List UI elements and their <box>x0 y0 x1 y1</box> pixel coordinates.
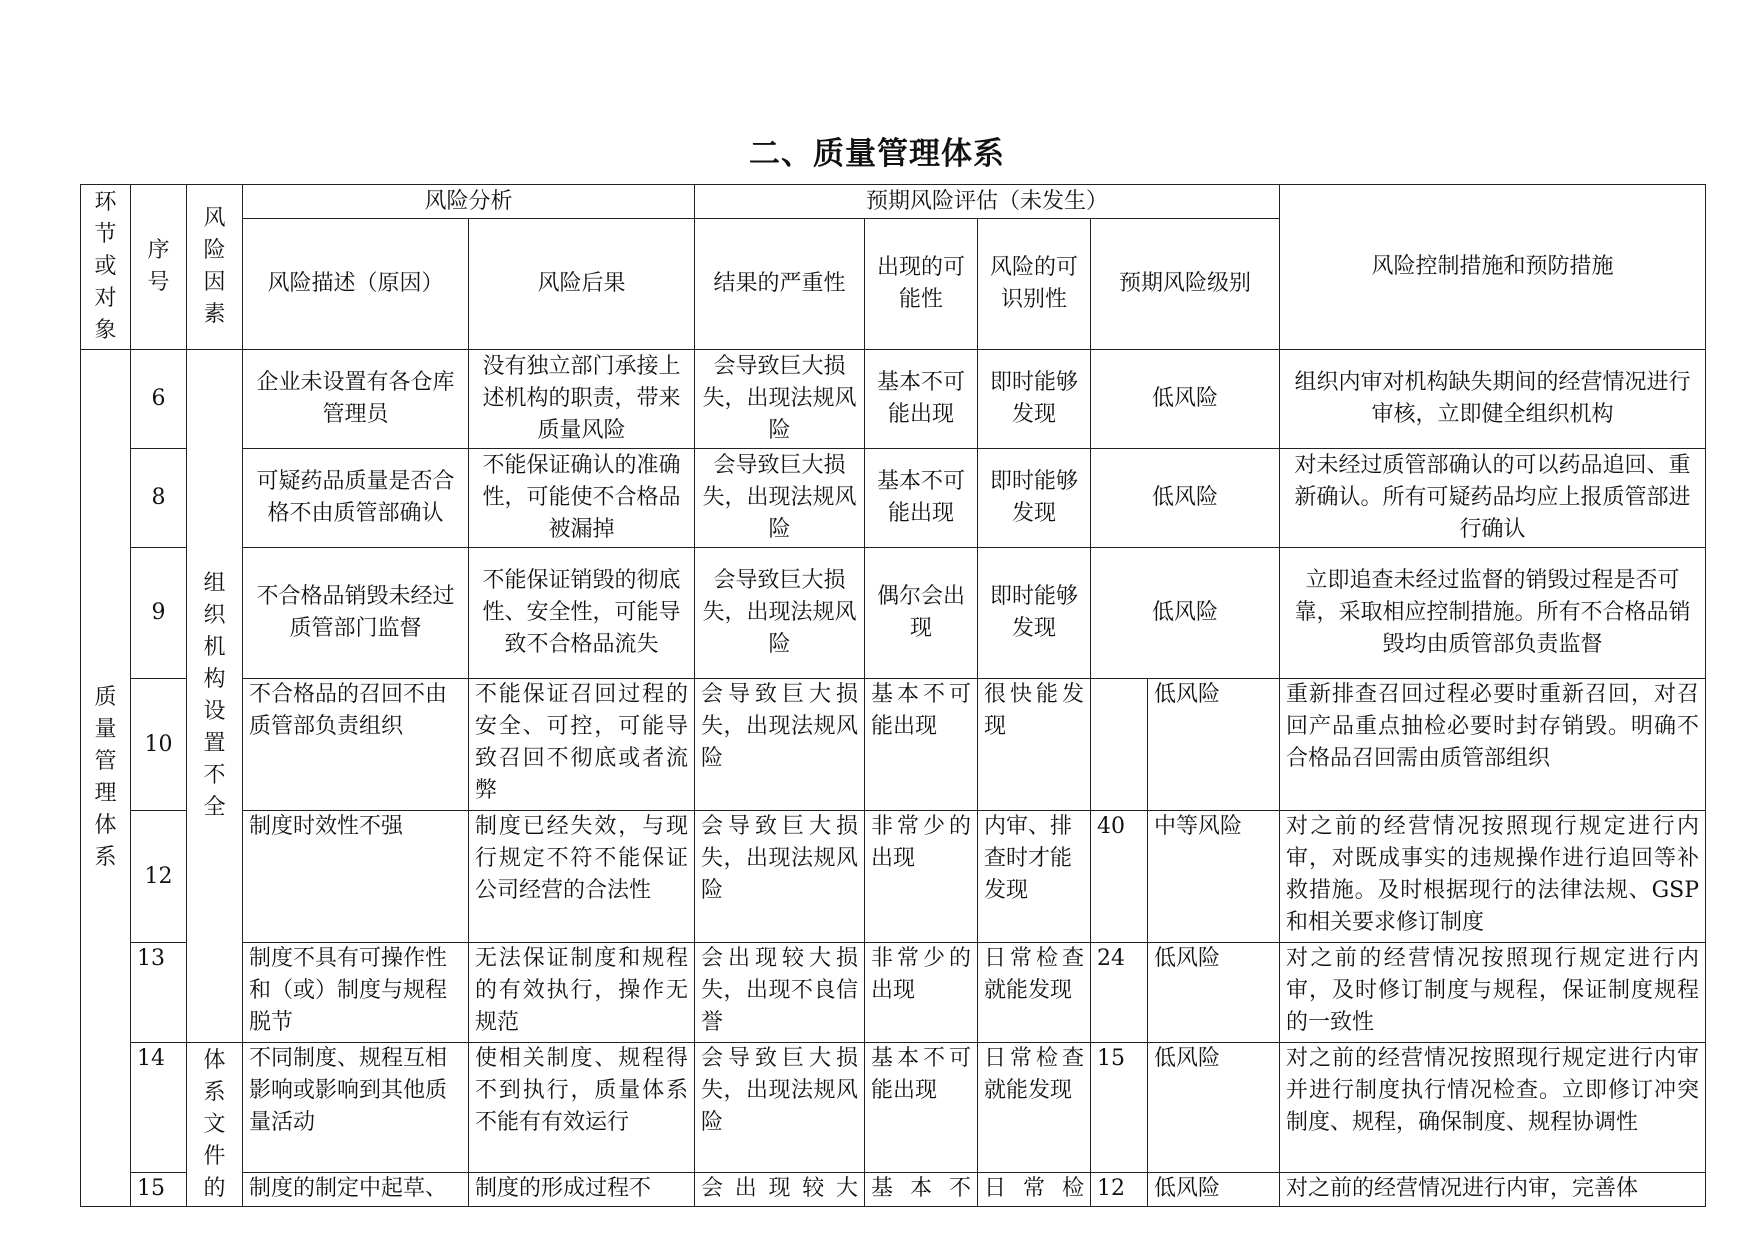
section-label: 质量管理体系 <box>81 350 131 1207</box>
row-consequence: 不能保证销毁的彻底性、安全性，可能导致不合格品流失 <box>469 548 695 679</box>
row-likelihood: 基本不可能出现 <box>865 1043 978 1173</box>
row-desc: 企业未设置有各仓库管理员 <box>243 350 469 449</box>
header-row-1 <box>81 185 1706 219</box>
row-detect: 日常检查就能发现 <box>978 943 1091 1043</box>
table-row <box>81 1043 1706 1173</box>
row-measure: 对之前的经营情况按照现行规定进行内审，对既成事实的违规操作进行追回等补救措施。及时根据现行的法律法规、GSP和相关要求修订制度 <box>1280 811 1706 943</box>
row-no: 8 <box>131 449 187 548</box>
factor-group-documents: 体系文件的 <box>187 1043 243 1207</box>
header-evaluation: 预期风险评估（未发生） <box>695 185 1280 219</box>
table-row <box>81 943 1706 1043</box>
row-level: 低风险 <box>1148 679 1280 811</box>
row-level: 低风险 <box>1148 1173 1280 1207</box>
row-level: 低风险 <box>1148 1043 1280 1173</box>
header-likelihood: 出现的可能性 <box>865 219 978 350</box>
row-likelihood: 基本不 <box>865 1173 978 1207</box>
header-analysis: 风险分析 <box>243 185 695 219</box>
row-detect: 很快能发现 <box>978 679 1091 811</box>
row-severity: 会导致巨大损失，出现法规风险 <box>695 679 865 811</box>
row-consequence: 无法保证制度和规程的有效执行，操作无规范 <box>469 943 695 1043</box>
row-level: 低风险 <box>1148 943 1280 1043</box>
header-factor: 风险因素 <box>187 185 243 350</box>
row-consequence: 使相关制度、规程得不到执行，质量体系不能有有效运行 <box>469 1043 695 1173</box>
row-desc: 制度不具有可操作性和（或）制度与规程脱节 <box>243 943 469 1043</box>
row-score: 12 <box>1091 1173 1148 1207</box>
page-title: 二、质量管理体系 <box>749 136 1005 172</box>
row-detect: 即时能够发现 <box>978 548 1091 679</box>
risk-table <box>80 184 1706 1207</box>
row-no: 9 <box>131 548 187 679</box>
row-measure: 立即追查未经过监督的销毁过程是否可靠，采取相应控制措施。所有不合格品销毁均由质管部负责监督 <box>1280 548 1706 679</box>
table-row <box>81 679 1706 811</box>
row-severity: 会导致巨大损失，出现法规风险 <box>695 811 865 943</box>
row-consequence: 制度已经失效，与现行规定不符不能保证公司经营的合法性 <box>469 811 695 943</box>
table-row <box>81 811 1706 943</box>
factor-group-organization: 组织机构设置不全 <box>187 350 243 1043</box>
row-detect: 日常检 <box>978 1173 1091 1207</box>
row-no: 15 <box>131 1173 187 1207</box>
row-no: 12 <box>131 811 187 943</box>
row-severity: 会出现较大 <box>695 1173 865 1207</box>
row-measure: 组织内审对机构缺失期间的经营情况进行审核，立即健全组织机构 <box>1280 350 1706 449</box>
table-row <box>81 1173 1706 1207</box>
row-consequence: 不能保证召回过程的安全、可控，可能导致召回不彻底或者流弊 <box>469 679 695 811</box>
row-consequence: 制度的形成过程不 <box>469 1173 695 1207</box>
row-likelihood: 偶尔会出现 <box>865 548 978 679</box>
row-measure: 对未经过质管部确认的可以药品追回、重新确认。所有可疑药品均应上报质管部进行确认 <box>1280 449 1706 548</box>
row-score: 24 <box>1091 943 1148 1043</box>
table-row <box>81 449 1706 548</box>
table-row <box>81 350 1706 449</box>
row-score <box>1091 679 1148 811</box>
row-measure: 对之前的经营情况进行内审，完善体 <box>1280 1173 1706 1207</box>
row-consequence: 没有独立部门承接上述机构的职责，带来质量风险 <box>469 350 695 449</box>
row-desc: 不合格品销毁未经过质管部门监督 <box>243 548 469 679</box>
row-likelihood: 基本不可能出现 <box>865 350 978 449</box>
row-severity: 会导致巨大损失，出现法规风险 <box>695 350 865 449</box>
row-consequence: 不能保证确认的准确性，可能使不合格品被漏掉 <box>469 449 695 548</box>
row-level: 低风险 <box>1091 350 1280 449</box>
row-measure: 对之前的经营情况按照现行规定进行内审并进行制度执行情况检查。立即修订冲突制度、规程，确保制度、规程协调性 <box>1280 1043 1706 1173</box>
row-severity: 会导致巨大损失，出现法规风险 <box>695 548 865 679</box>
row-desc: 不合格品的召回不由质管部负责组织 <box>243 679 469 811</box>
row-detect: 即时能够发现 <box>978 350 1091 449</box>
header-consequence: 风险后果 <box>469 219 695 350</box>
row-no: 14 <box>131 1043 187 1173</box>
row-detect: 即时能够发现 <box>978 449 1091 548</box>
header-desc: 风险描述（原因） <box>243 219 469 350</box>
table-row <box>81 548 1706 679</box>
row-level: 低风险 <box>1091 449 1280 548</box>
header-measures: 风险控制措施和预防措施 <box>1280 185 1706 350</box>
row-score: 15 <box>1091 1043 1148 1173</box>
row-score: 40 <box>1091 811 1148 943</box>
header-severity: 结果的严重性 <box>695 219 865 350</box>
row-desc: 制度时效性不强 <box>243 811 469 943</box>
row-likelihood: 非常少的出现 <box>865 943 978 1043</box>
row-no: 13 <box>131 943 187 1043</box>
row-desc: 可疑药品质量是否合格不由质管部确认 <box>243 449 469 548</box>
row-detect: 日常检查就能发现 <box>978 1043 1091 1173</box>
row-desc: 不同制度、规程互相影响或影响到其他质量活动 <box>243 1043 469 1173</box>
header-seq: 序号 <box>131 185 187 350</box>
row-no: 6 <box>131 350 187 449</box>
row-likelihood: 基本不可能出现 <box>865 679 978 811</box>
row-severity: 会导致巨大损失，出现法规风险 <box>695 1043 865 1173</box>
row-measure: 对之前的经营情况按照现行规定进行内审，及时修订制度与规程，保证制度规程的一致性 <box>1280 943 1706 1043</box>
row-severity: 会出现较大损失，出现不良信誉 <box>695 943 865 1043</box>
header-level: 预期风险级别 <box>1091 219 1280 350</box>
row-measure: 重新排查召回过程必要时重新召回，对召回产品重点抽检必要时封存销毁。明确不合格品召回需由质管部组织 <box>1280 679 1706 811</box>
row-likelihood: 基本不可能出现 <box>865 449 978 548</box>
row-severity: 会导致巨大损失，出现法规风险 <box>695 449 865 548</box>
row-likelihood: 非常少的出现 <box>865 811 978 943</box>
header-detectability: 风险的可识别性 <box>978 219 1091 350</box>
row-level: 低风险 <box>1091 548 1280 679</box>
row-detect: 内审、排查时才能 发现 <box>978 811 1091 943</box>
row-desc: 制度的制定中起草、 <box>243 1173 469 1207</box>
row-level: 中等风险 <box>1148 811 1280 943</box>
row-no: 10 <box>131 679 187 811</box>
header-section: 环节或对象 <box>81 185 131 350</box>
